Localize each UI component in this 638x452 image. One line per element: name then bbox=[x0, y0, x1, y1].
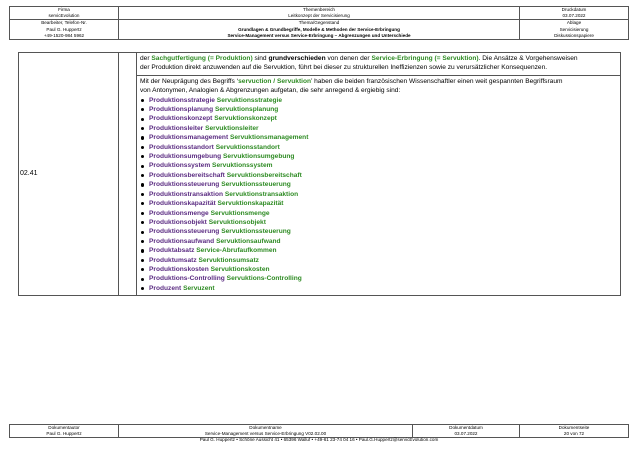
bullet-icon bbox=[141, 165, 144, 168]
header-thema-label: Thema/Gegenstand bbox=[298, 20, 340, 26]
servuction-term: Servuktionsbereitschaft bbox=[226, 171, 302, 179]
intro-text-1: der bbox=[140, 55, 152, 62]
bullet-icon bbox=[141, 221, 144, 224]
quote-close: ’ bbox=[311, 77, 313, 85]
servuction-term: Service-Abrufaufkommen bbox=[196, 247, 277, 255]
versus-list-item bbox=[140, 190, 617, 199]
production-term: Produktionsbereitschaft bbox=[149, 171, 225, 179]
bullet-icon bbox=[141, 278, 144, 281]
document-header bbox=[9, 6, 629, 40]
header-druckdatum-label: Druckdatum bbox=[561, 7, 587, 12]
production-term: Produktionskonzept bbox=[149, 115, 213, 123]
quote-open: ‘ bbox=[236, 77, 239, 85]
versus-list-item bbox=[140, 124, 617, 133]
versus-list-item bbox=[140, 256, 617, 265]
para-text-2: haben die beiden französischen Wissenschaftler einen weit gespannten Begriffsraum bbox=[312, 77, 563, 85]
bullet-icon bbox=[141, 183, 144, 186]
production-term: Produktionsstrategie bbox=[149, 96, 215, 104]
servuction-term: Servuktionskonzept bbox=[214, 115, 277, 123]
header-ablage-value1: Servicisierung bbox=[559, 26, 589, 32]
header-thema-cell bbox=[119, 20, 520, 40]
versus-list-item bbox=[140, 96, 617, 105]
servuction-term: Servuktionskapazität bbox=[217, 200, 284, 208]
para-text-3: von Antonymen, Analogien & Abgrenzungen aufgetan, die sehr anregend & ergiebig sind: bbox=[140, 87, 401, 95]
production-term: Produktionssystem bbox=[149, 162, 211, 170]
versus-list-item bbox=[140, 199, 617, 208]
bullet-icon bbox=[141, 174, 144, 177]
versus-list-item bbox=[140, 274, 617, 283]
servuction-term: Servuktionssystem bbox=[212, 162, 273, 170]
footer-author-label: Dokumentautor bbox=[48, 425, 80, 430]
versus-list-item bbox=[140, 114, 617, 123]
header-thema-line1: Grundlagen & Grundbegriffe, Modelle & Methoden der Service-Erbringung bbox=[238, 26, 400, 32]
servuction-term: Servuktions-Controlling bbox=[226, 275, 302, 283]
servuction-term: Servuktionsplanung bbox=[214, 106, 279, 114]
versus-list-item bbox=[140, 133, 617, 142]
bullet-icon bbox=[141, 231, 144, 234]
servuction-term: Servuktionsumsatz bbox=[198, 256, 259, 264]
spacer-cell bbox=[119, 53, 137, 296]
section-number: 02.41 bbox=[20, 170, 38, 178]
versus-list-item bbox=[140, 171, 617, 180]
versus-list-item bbox=[140, 246, 617, 255]
intro-text-3: von denen der bbox=[325, 55, 372, 62]
footer-page-value: 20 von 72 bbox=[563, 431, 585, 437]
production-term: Produktionssteuerung bbox=[149, 228, 220, 236]
bullet-icon bbox=[141, 240, 144, 243]
bullet-icon bbox=[141, 118, 144, 121]
versus-list-item bbox=[140, 143, 617, 152]
production-term: Produktions-Controlling bbox=[149, 275, 225, 283]
bullet-icon bbox=[141, 249, 144, 252]
versus-list-item bbox=[140, 227, 617, 236]
bullet-icon bbox=[141, 287, 144, 290]
bullet-icon bbox=[141, 202, 144, 205]
servuction-term: Servuktionsleiter bbox=[205, 124, 259, 132]
versus-list-item bbox=[140, 209, 617, 218]
header-druckdatum-cell bbox=[520, 7, 629, 20]
header-themenbereich-cell bbox=[119, 7, 520, 20]
bullet-icon bbox=[141, 108, 144, 111]
bullet-icon bbox=[141, 99, 144, 102]
section-number-cell bbox=[19, 53, 119, 296]
para-text-1: Mit der Neuprägung des Begriffs bbox=[140, 77, 237, 85]
footer-docname-value: Service-Management versus Service-Erbringung V02.02.00 bbox=[204, 431, 327, 437]
servuction-term: Servuktionsobjekt bbox=[208, 218, 266, 226]
header-ablage-cell bbox=[520, 20, 629, 40]
versus-list-item bbox=[140, 161, 617, 170]
servuction-term: Servuktionsumgebung bbox=[223, 153, 295, 161]
servuction-term: Servuktionssteuerung bbox=[221, 181, 291, 189]
production-term: Produktumsatz bbox=[149, 256, 197, 264]
footer-docname-cell bbox=[119, 425, 413, 438]
intro-cell bbox=[137, 53, 621, 76]
production-term: Produktionsstandort bbox=[149, 143, 214, 151]
header-bearbeiter-name: Paul G. Huppertz bbox=[46, 26, 82, 32]
servuction-term: Servuktionskosten bbox=[210, 265, 270, 273]
header-druckdatum-value: 03.07.2022 bbox=[562, 13, 586, 19]
servuction-term: Servuktionsstandort bbox=[215, 143, 280, 151]
servuction-term: Servuktionsmanagement bbox=[229, 134, 309, 142]
term-grundverschieden: grundverschieden bbox=[268, 55, 326, 62]
footer-docname-label: Dokumentname bbox=[249, 425, 282, 430]
intro-text-5: der Produktion direkt anzuwenden auf die Servuktion, führt bei dieser zu strukturellen Ineffizienzen sowie zu verursätzlicher Konsequenzen. bbox=[140, 64, 548, 72]
servuction-term: Servuktionsaufwand bbox=[216, 237, 281, 245]
versus-list-item bbox=[140, 180, 617, 189]
header-ablage-label: Ablage bbox=[566, 20, 582, 26]
versus-list-item bbox=[140, 265, 617, 274]
versus-list-item bbox=[140, 237, 617, 246]
versus-list-item bbox=[140, 218, 617, 227]
production-term: Produzent bbox=[149, 284, 182, 292]
bullet-icon bbox=[141, 136, 144, 139]
production-term: Produktionsaufwand bbox=[149, 237, 215, 245]
footer-author-cell bbox=[10, 425, 119, 438]
production-term: Produktionskapazität bbox=[149, 200, 216, 208]
bullet-icon bbox=[141, 259, 144, 262]
versus-list-item bbox=[140, 105, 617, 114]
header-bearbeiter-label: Bearbeiter, Telefon-Nr. bbox=[41, 20, 87, 26]
bullet-icon bbox=[141, 146, 144, 149]
production-term: Produktionsmenge bbox=[149, 209, 209, 217]
production-term: Produktionsleiter bbox=[149, 124, 204, 132]
header-ablage-value2: Diskussionspapiere bbox=[554, 32, 594, 38]
header-firma-value: servicEvolution bbox=[48, 13, 80, 19]
servuction-term: Servuktionstransaktion bbox=[224, 190, 299, 198]
bullet-icon bbox=[141, 268, 144, 271]
production-term: Produktionstransaktion bbox=[149, 190, 224, 198]
bullet-icon bbox=[141, 127, 144, 130]
footer-docdate-label: Dokumentdatum bbox=[449, 425, 483, 430]
header-bearbeiter-cell bbox=[10, 20, 119, 40]
versus-list bbox=[140, 96, 617, 294]
intro-text-2: sind bbox=[252, 55, 269, 62]
bullet-icon bbox=[141, 155, 144, 158]
versus-list-item bbox=[140, 284, 617, 293]
footer-page-cell bbox=[520, 425, 629, 438]
servuction-term: Servuzent bbox=[183, 284, 215, 292]
header-firma-cell bbox=[10, 7, 119, 20]
production-term: Produktionssteuerung bbox=[149, 181, 220, 189]
production-term: Produktionsobjekt bbox=[149, 218, 207, 226]
content-table bbox=[18, 52, 621, 296]
term-service-erbringung: Service-Erbringung (= Servuktion) bbox=[371, 55, 479, 62]
production-term: Produktabsatz bbox=[149, 247, 195, 255]
header-firma-label: Firma bbox=[58, 7, 70, 12]
bullet-icon bbox=[141, 212, 144, 215]
header-bearbeiter-phone: +49-1520-984 5962 bbox=[43, 32, 85, 38]
footer-docdate-value: 03.07.2022 bbox=[454, 431, 478, 437]
production-term: Produktionskosten bbox=[149, 265, 209, 273]
production-term: Produktionsmanagement bbox=[149, 134, 229, 142]
servuction-term: Servuktionssteuerung bbox=[221, 228, 291, 236]
footer-page-label: Dokumentseite bbox=[558, 425, 590, 430]
versus-list-item bbox=[140, 152, 617, 161]
body-cell bbox=[137, 75, 621, 295]
intro-text-4: . Die Ansätze & Vorgehensweisen bbox=[478, 55, 578, 62]
bullet-icon bbox=[141, 193, 144, 196]
term-sachgutfertigung: Sachgutfertigung (= Produktion) bbox=[151, 55, 253, 62]
header-themenbereich-value: Leitkonzept der Servicisierung bbox=[288, 13, 350, 19]
production-term: Produktionsumgebung bbox=[149, 153, 222, 161]
servuction-paragraph bbox=[140, 77, 617, 96]
servuction-term: Servuktionsstrategie bbox=[216, 96, 283, 104]
production-term: Produktionsplanung bbox=[149, 106, 214, 114]
intro-paragraph bbox=[140, 54, 617, 73]
footer-author-value: Paul G. Huppertz bbox=[46, 431, 82, 437]
header-thema-line2: Service-Management versus Service-Erbringung – Abgrenzungen und Unterschiede bbox=[227, 32, 411, 38]
footer-docdate-cell bbox=[413, 425, 520, 438]
header-themenbereich-label: Themenbereich bbox=[303, 7, 335, 12]
servuction-term: Servuktionsmenge bbox=[210, 209, 270, 217]
footer-contact-line: Paul G. Huppertz • Schöne Aussicht 41 • 65396 Walluf • +49-61 23-74 04 16 • Paul.G.Huppertz@servicEvolution.com bbox=[199, 437, 439, 442]
term-servuction: servuction / Servuktion bbox=[238, 77, 312, 85]
